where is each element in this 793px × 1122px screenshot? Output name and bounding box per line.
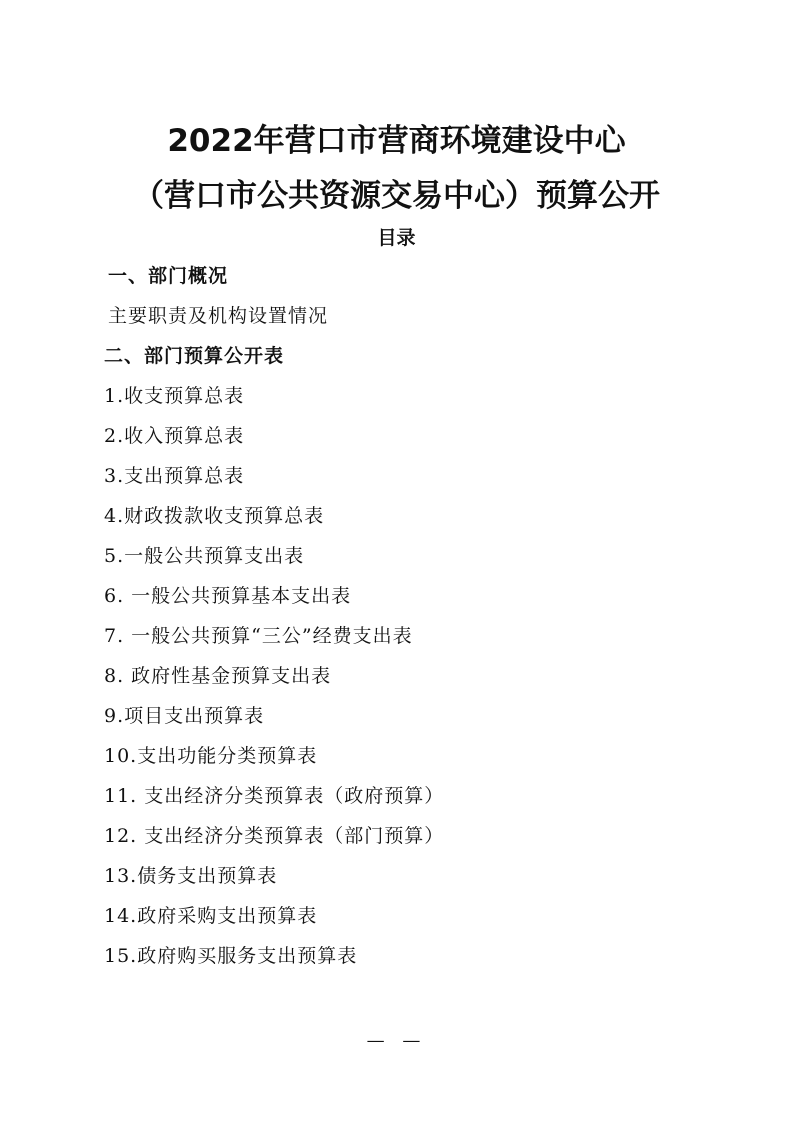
- toc-item: 主要职责及机构设置情况: [108, 305, 329, 327]
- toc-item: 5.一般公共预算支出表: [104, 545, 305, 567]
- toc-item: 12. 支出经济分类预算表（部门预算）: [104, 825, 445, 847]
- section-1-heading: 一、部门概况: [108, 265, 229, 287]
- toc-item: 11. 支出经济分类预算表（政府预算）: [104, 785, 445, 807]
- toc-item: 7. 一般公共预算“三公”经费支出表: [104, 625, 413, 647]
- toc-item: 1.收支预算总表: [104, 385, 245, 407]
- toc-item: 10.支出功能分类预算表: [104, 745, 318, 767]
- toc-item: 2.收入预算总表: [104, 425, 245, 447]
- page-title-line-1: 2022年营口市营商环境建设中心: [167, 123, 626, 159]
- toc-item: 8. 政府性基金预算支出表: [104, 665, 332, 687]
- toc-heading: 目录: [377, 227, 416, 249]
- section-2-heading: 二、部门预算公开表: [104, 345, 285, 367]
- page-number-mark: — —: [366, 1030, 427, 1051]
- toc-item: 9.项目支出预算表: [104, 705, 265, 727]
- toc-item: 14.政府采购支出预算表: [104, 905, 318, 927]
- toc-item: 13.债务支出预算表: [104, 865, 278, 887]
- toc-item: 4.财政拨款收支预算总表: [104, 505, 325, 527]
- toc-item: 6. 一般公共预算基本支出表: [104, 585, 352, 607]
- page-title-line-2: （营口市公共资源交易中心）预算公开: [133, 178, 660, 214]
- toc-item: 15.政府购买服务支出预算表: [104, 945, 358, 967]
- toc-item: 3.支出预算总表: [104, 465, 245, 487]
